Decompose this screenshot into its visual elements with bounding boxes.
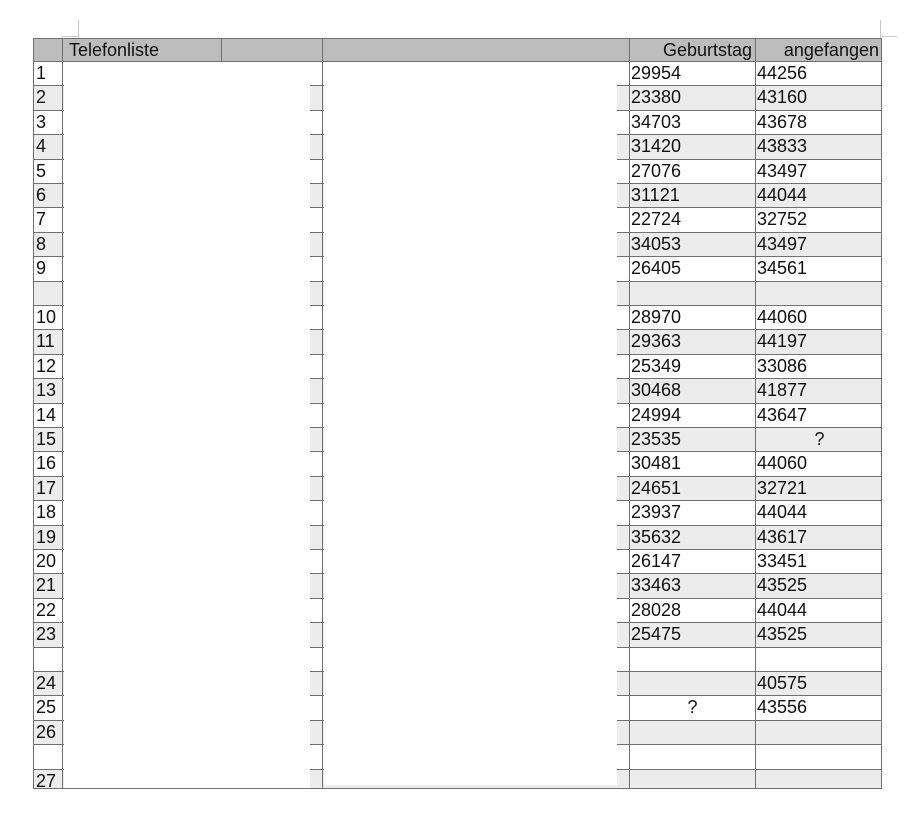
row-started [756,721,882,744]
row-number: 13 [34,379,63,403]
row-number: 3 [34,111,63,134]
row-birthday: 31420 [630,135,756,159]
row-started: 44044 [757,185,808,205]
row-started [756,648,882,671]
row-number: 21 [34,574,63,598]
row-birthday: 26147 [630,550,756,573]
row-started: 43647 [757,405,808,425]
row-birthday: 35632 [630,526,756,549]
row-number: 24 [34,672,63,695]
row-started [756,770,882,789]
row-number: 1 [34,62,63,85]
page-corner-mark [881,36,897,37]
header-num-cell [34,39,63,61]
row-number [34,282,63,305]
row-number: 19 [34,526,63,549]
row-number [34,745,63,769]
row-birthday [630,721,756,744]
row-birthday: 25475 [630,623,756,647]
row-started: 43833 [757,136,808,156]
row-birthday: 29954 [630,62,756,85]
row-birthday: 34703 [630,111,756,134]
row-started: 43497 [757,234,808,254]
row-birthday: 23380 [630,86,756,110]
row-number: 5 [34,160,63,183]
row-started: 34561 [757,258,808,278]
row-started [756,282,882,305]
row-started: 44044 [757,600,808,620]
row-number: 26 [34,721,63,744]
row-birthday: 23535 [630,428,756,451]
row-birthday [630,672,756,695]
page-corner-mark [78,20,79,38]
row-started: 43497 [757,161,808,181]
row-started: 43160 [757,87,808,107]
row-birthday: 28970 [630,306,756,329]
row-number: 10 [34,306,63,329]
row-number: 22 [34,599,63,622]
row-started: 32752 [757,209,808,229]
row-started: ? [814,429,825,449]
row-started: 44060 [757,307,808,327]
page-corner-mark [62,36,78,37]
row-number: 18 [34,501,63,525]
row-number: 20 [34,550,63,573]
row-started: 33451 [757,551,808,571]
row-birthday [630,648,756,671]
table-header-row [34,38,882,61]
row-birthday [630,770,756,789]
row-started: 44197 [757,331,808,351]
row-number: 2 [34,86,63,110]
row-started: 44044 [757,502,808,522]
row-birthday: 31121 [630,184,756,207]
row-birthday: 29363 [630,330,756,354]
row-number: 17 [34,477,63,500]
row-number: 9 [34,257,63,281]
row-number: 25 [34,696,63,720]
row-birthday: 27076 [630,160,756,183]
row-number: 12 [34,355,63,378]
table-title: Telefonliste [63,39,222,61]
row-started: 32721 [757,478,808,498]
row-birthday: 30468 [630,379,756,403]
row-number: 11 [34,330,63,354]
row-number: 8 [34,233,63,256]
row-number [34,648,63,671]
row-number: 14 [34,404,63,427]
header-name2-cell [222,39,323,61]
row-number: 4 [34,135,63,159]
row-started: 41877 [757,380,808,400]
row-started: 43556 [757,697,808,717]
row-number: 16 [34,452,63,476]
row-number: 7 [34,208,63,232]
row-birthday: 24651 [630,477,756,500]
row-birthday: 24994 [630,404,756,427]
row-started [756,745,882,769]
row-started: 44060 [757,453,808,473]
row-birthday: 30481 [630,452,756,476]
row-birthday [630,745,756,769]
row-started: 43678 [757,112,808,132]
row-birthday [630,282,756,305]
row-started: 43617 [757,527,808,547]
row-number: 15 [34,428,63,451]
row-birthday: 25349 [630,355,756,378]
row-started: 33086 [757,356,808,376]
header-started: angefangen [783,40,879,60]
row-started: 43525 [757,624,808,644]
row-started: 40575 [757,673,808,693]
row-number: 23 [34,623,63,647]
row-started: 43525 [757,575,808,595]
phone-list-table [33,38,882,789]
row-number: 27 [34,770,63,789]
row-birthday: 23937 [630,501,756,525]
row-birthday: 26405 [630,257,756,281]
header-address-cell [323,39,630,61]
row-started: 44256 [757,63,808,83]
row-number: 6 [34,184,63,207]
row-birthday: 34053 [630,233,756,256]
redaction-block-names [64,62,310,789]
redaction-block-address [324,62,617,785]
row-birthday: 28028 [630,599,756,622]
header-birthday: Geburtstag [630,39,756,61]
row-birthday: 22724 [630,208,756,232]
row-birthday: 33463 [630,574,756,598]
row-birthday: ? [630,696,756,720]
